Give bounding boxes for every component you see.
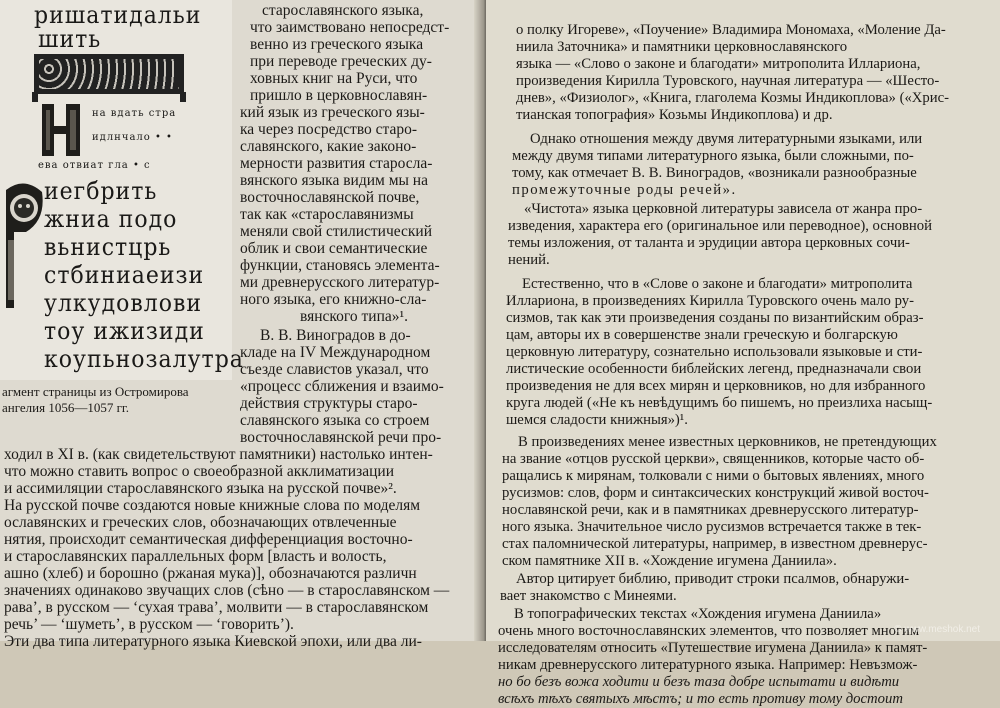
text-line: «Чистота» языка церковной литературы зависела от жанра про- [524, 201, 923, 217]
text-line: ного языка, его книжно-сла- [240, 291, 427, 308]
text-line: языка — «Слово о законе и благодати» митрополита Иллариона, [516, 56, 921, 72]
figure-caption: агмент страницы из Остромирова [2, 384, 189, 399]
text-line: облик и свои семантические [240, 240, 428, 257]
text-line: нений. [508, 252, 550, 268]
text-line: вает знакомство с Минеями. [500, 588, 677, 604]
text-line: В. В. Виноградов в до- [260, 327, 411, 344]
text-line: Однако отношения между двумя литературными языками, или [530, 131, 923, 147]
text-line: Естественно, что в «Слове о законе и благодати» митрополита [522, 276, 913, 292]
text-line: темы изложения, от таланта и эрудиции автора церковных сочи- [508, 235, 910, 251]
text-line: на звание «отцов русской церкви», священников, которые часто об- [502, 451, 925, 467]
manuscript-line: коупьнозалутра [44, 346, 244, 374]
manuscript-line: улкудовлови [44, 290, 203, 318]
manuscript-line: жниа подо [44, 206, 178, 234]
text-line: промежуточные роды речей». [512, 182, 737, 198]
figure-caption: ангелия 1056—1057 гг. [2, 400, 130, 415]
text-line: и ассимиляции старославянского языка на русской почве»². [4, 480, 397, 497]
text-line: «процесс сближения и взаимо- [240, 378, 444, 395]
text-line: ми древнерусского литератур- [240, 274, 440, 291]
ornament-headpiece [34, 54, 184, 94]
text-line: произведения Кирилла Туровского, научная литература — «Шесто- [516, 73, 940, 89]
small-initial-icon [36, 100, 86, 160]
manuscript-line: ева отвиат гла • с [38, 160, 151, 171]
text-line: никам древнерусского литературного языка. Например: Невъзмож- [498, 657, 918, 673]
text-line: что заимствовано непосредст- [250, 19, 450, 36]
manuscript-figure [0, 0, 244, 380]
text-line: ного языка. Значительное число русизмов встречается также в тек- [502, 519, 922, 535]
manuscript-line: вьнистцрь [44, 234, 172, 262]
text-line: восточнославянской речи про- [240, 429, 442, 446]
text-line: и старославянских параллельных форм [власть и волость, [4, 548, 387, 565]
text-line: круга людей («Не къ невѣдущимъ бо пишемъ, но преизлиха насыщ- [506, 395, 933, 411]
text-line: шемся сладости книжныя»)¹. [506, 412, 688, 428]
text-line: славянского языка со строем [240, 412, 430, 429]
text-line: Иллариона, в произведениях Кирилла Туровского очень мало ру- [506, 293, 914, 309]
text-line: меняли свой стилистический [240, 223, 433, 240]
text-line: тианская топография» Козьмы Индикоплова) и др. [516, 107, 833, 123]
text-line: всѣхъ тѣхъ святыхъ мѣстъ; и то есть противу тому достоит [498, 691, 903, 707]
illuminated-initial-icon [2, 180, 46, 310]
text-line: ховных книг на Руси, что [250, 70, 418, 87]
text-line: значениях одинаково звучащих слов (сѣно — в старославянском — [4, 582, 450, 599]
text-line: старославянского языка, [262, 2, 424, 19]
text-line: функции, становясь элемента- [240, 257, 440, 274]
text-line: что можно ставить вопрос о своеобразной акклиматизации [4, 463, 394, 480]
text-line: между двумя типами литературного языка, были сложными, по- [512, 148, 914, 164]
text-line: ка через посредство старо- [240, 121, 418, 138]
text-line: рава’, в русском — ‘сухая трава’, молвити — в старославянском [4, 599, 429, 616]
watermark: © www.meshok.net [894, 624, 980, 635]
manuscript-line: иегбрить [44, 178, 158, 206]
text-line: вянского типа»¹. [300, 308, 409, 325]
text-line: ниила Заточника» и памятники церковнославянского [516, 39, 848, 55]
text-line: очень много восточнославянских элементов, что позволяет многим [498, 623, 920, 639]
text-line: изведения, характера его (оригинальное или переводное), основной [508, 218, 932, 234]
text-line: венно из греческого языка [250, 36, 424, 53]
text-line: русизмов: слов, форм и синтаксических конструкций живой восточ- [502, 485, 929, 501]
left-page [0, 0, 482, 650]
text-line: пришло в церковнославян- [250, 87, 428, 104]
text-line: о полку Игореве», «Поучение» Владимира Мономаха, «Моление Да- [516, 22, 946, 38]
text-line: вянского языка видим мы на [240, 172, 428, 189]
text-line: Эти два типа литературного языка Киевской эпохи, или два ли- [4, 633, 422, 650]
text-line: ославянских и греческих слов, обозначающих отвлеченные [4, 514, 397, 531]
manuscript-line: тоу ижизиди [44, 318, 205, 346]
text-line: кладе на IV Международном [240, 344, 431, 361]
manuscript-line: на вдать стра [92, 108, 177, 119]
manuscript-line: шить [38, 26, 102, 54]
text-line: исследователям относить «Путешествие игумена Даниила» к памят- [498, 640, 928, 656]
text-line: речь’ — ‘шуметь’, в русском — ‘говорить’). [4, 616, 294, 633]
text-line: ском памятнике XII в. «Хождение игумена Даниила». [502, 553, 837, 569]
text-line: мерности развития старосла- [240, 155, 433, 172]
text-line: цам, авторы их в совершенстве знали греческую и болгарскую [506, 327, 898, 343]
text-line: славянского, какие законо- [240, 138, 417, 155]
text-line: На русской почве создаются новые книжные слова по моделям [4, 497, 421, 514]
text-line: восточнославянской почве, [240, 189, 420, 206]
text-line: кий язык из греческого язы- [240, 104, 425, 121]
text-line: действия структуры старо- [240, 395, 418, 412]
text-line: тому, как отмечает В. В. Виноградов, «возникали разнообразные [512, 165, 917, 181]
text-line: В произведениях менее известных церковников, не претендующих [518, 434, 937, 450]
text-line: ходил в XI в. (как свидетельствуют памятники) настолько интен- [4, 446, 433, 463]
manuscript-line: идлнчало • • [92, 132, 173, 143]
text-line: нятия, происходит семантическая дифференциация восточно- [4, 531, 413, 548]
text-line: церковную литературу, сознательно использовали языковые и сти- [506, 344, 923, 360]
text-line: ашно (хлеб) и борошно (ржаная мука)], обозначаются различн [4, 565, 417, 582]
text-line: сизмов, так как эти произведения созданы по византийским образ- [506, 310, 924, 326]
text-line: Автор цитирует библию, приводит строки псалмов, обнаружи- [516, 571, 910, 587]
right-page [486, 0, 1000, 707]
text-line: В топографических текстах «Хождения игумена Даниила» [514, 606, 882, 622]
manuscript-line: стбиниаеизи [44, 262, 205, 290]
text-line: стах паломнической литературы, например, в известном древнерус- [502, 536, 928, 552]
text-line: съезде славистов указал, что [240, 361, 429, 378]
text-line: нославянской речи, как и в памятниках древнерусского литератур- [502, 502, 919, 518]
text-line: листические особенности библейских легенд, предназначали свои [506, 361, 922, 377]
text-line: ращались к мирянам, толковали с ними о бытовых явлениях, много [502, 468, 925, 484]
text-line: при переводе греческих ду- [250, 53, 432, 70]
manuscript-line: ришатидальи [34, 2, 202, 30]
text-line: так как «старославянизмы [240, 206, 414, 223]
text-line: произведения не для всех мирян и церковников, но для избранного [506, 378, 926, 394]
text-line: но бо безъ вожа ходити и безъ таза добре испытати и видѣти [498, 674, 900, 690]
text-line: днев», «Физиолог», «Книга, глаголема Козмы Индикоплова» («Хрис- [516, 90, 950, 106]
